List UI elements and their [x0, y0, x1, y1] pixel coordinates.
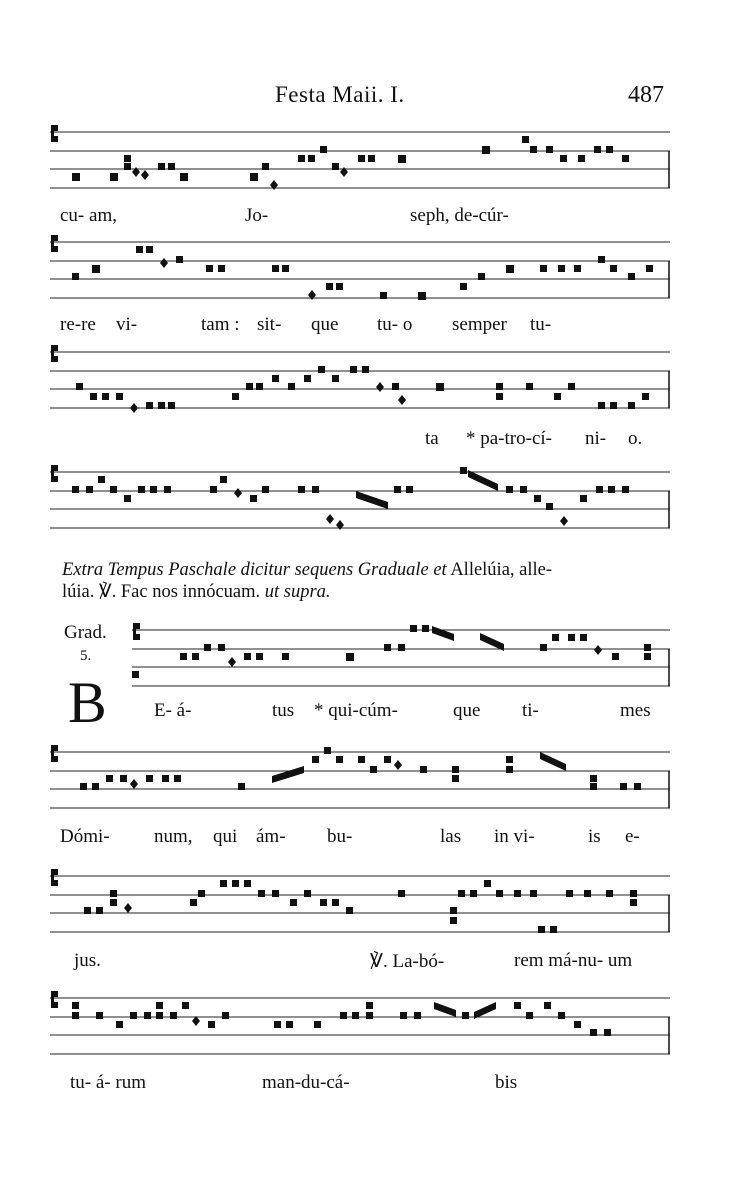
- lyric: vi-: [116, 314, 138, 335]
- lyric: Jo-: [245, 205, 269, 226]
- lyric: e-: [625, 826, 640, 847]
- lyric: bu-: [327, 826, 353, 847]
- lyric: sit-: [257, 314, 282, 335]
- lyric: in vi-: [494, 826, 535, 847]
- lyric: is: [588, 826, 601, 847]
- c-clef-icon: [51, 125, 58, 142]
- c-clef-icon: [51, 235, 58, 252]
- chant-staff: [50, 988, 670, 1058]
- lyric: ti-: [522, 700, 539, 721]
- rubric-roman: lúia. ℣. Fac nos innócuam.: [62, 582, 261, 602]
- chant-staff: [50, 866, 670, 936]
- chant-staff: [132, 620, 670, 690]
- lyric: E- á-: [154, 700, 192, 721]
- lyric: man-du-cá-: [262, 1072, 350, 1093]
- c-clef-icon: [51, 869, 58, 886]
- lyric: mes: [620, 700, 651, 721]
- lyric: * pa-tro-cí-: [466, 428, 552, 449]
- c-clef-icon: [51, 745, 58, 762]
- lyric: seph, de-cúr-: [410, 205, 509, 226]
- c-clef-icon: [133, 623, 140, 640]
- lyric: que: [311, 314, 339, 335]
- lyric: rem má-nu- um: [514, 950, 633, 971]
- staff-1: [50, 122, 670, 192]
- rubric-italic: ut supra.: [264, 582, 331, 602]
- c-clef-icon: [51, 991, 58, 1008]
- lyric: Dómi-: [60, 826, 110, 847]
- chant-staff: [50, 462, 670, 532]
- lyric: tu- á- rum: [70, 1072, 146, 1093]
- lyric: ta: [425, 428, 439, 449]
- lyric: qui: [213, 826, 238, 847]
- staff-7: [50, 866, 670, 936]
- c-clef-icon: [51, 465, 58, 482]
- lyric: bis: [495, 1072, 518, 1093]
- gradual-label: Grad.: [64, 622, 107, 643]
- page-number: 487: [628, 82, 664, 108]
- lyric: jus.: [74, 950, 101, 971]
- chant-staff: [50, 342, 670, 412]
- rubric-roman: Allelúia, alle-: [450, 560, 553, 580]
- lyric: tu-: [530, 314, 552, 335]
- staff-4: [50, 462, 670, 532]
- lyric: num,: [154, 826, 193, 847]
- chant-staff: [50, 742, 670, 812]
- lyric: que: [453, 700, 481, 721]
- chant-staff: [50, 122, 670, 192]
- staff-5: [132, 620, 670, 690]
- lyric: re-re: [60, 314, 96, 335]
- chant-staff: [50, 232, 670, 302]
- lyric: las: [440, 826, 462, 847]
- page-title: Festa Maii. I.: [275, 82, 405, 107]
- lyric: * qui-cúm-: [314, 700, 398, 721]
- lyric: cu- am,: [60, 205, 117, 226]
- lyric: o.: [628, 428, 643, 449]
- lyric: ni-: [585, 428, 607, 449]
- lyric: semper: [452, 314, 507, 335]
- staff-6: [50, 742, 670, 812]
- rubric-italic: Extra Tempus Paschale dicitur sequens Graduale et: [62, 560, 447, 580]
- staff-3: [50, 342, 670, 412]
- staff-8: [50, 988, 670, 1058]
- lyric: tu- o: [377, 314, 413, 335]
- gradual-number: 5.: [80, 648, 92, 664]
- lyric: ℣. La-bó-: [370, 951, 445, 972]
- lyric: ám-: [256, 826, 286, 847]
- lyric: tam :: [201, 314, 240, 335]
- rubric-text: [62, 559, 672, 603]
- lyric: tus: [272, 700, 295, 721]
- drop-cap-initial: B: [68, 670, 107, 735]
- c-clef-icon: [51, 345, 58, 362]
- staff-2: [50, 232, 670, 302]
